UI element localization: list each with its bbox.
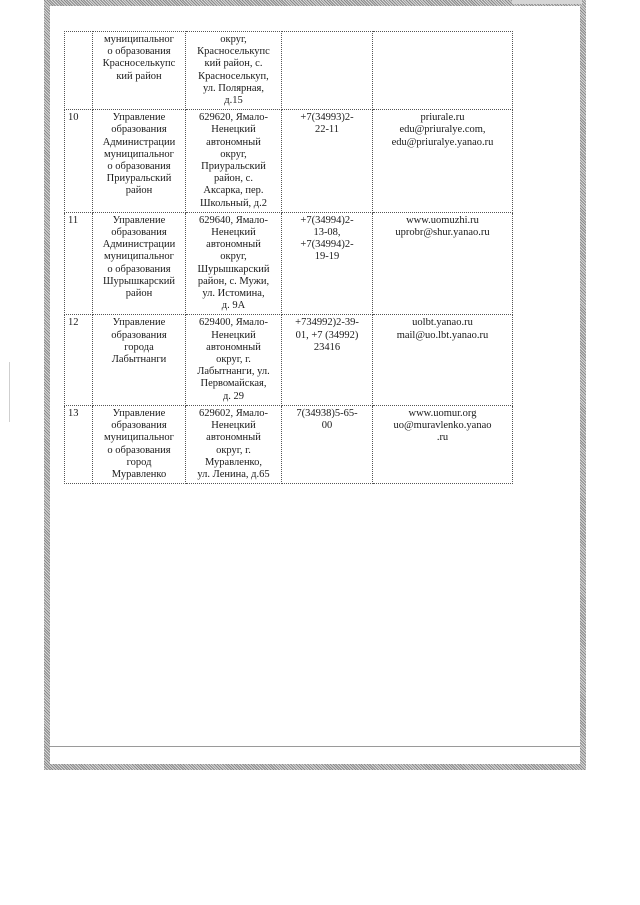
website-email-cell: uolbt.yanao.ru mail@uo.lbt.yanao.ru [373,315,513,405]
row-number [65,32,93,110]
row-number: 11 [65,212,93,315]
row-number: 12 [65,315,93,405]
table-body [65,32,513,484]
phone-cell [282,32,373,110]
address-cell: 629640, Ямало- Ненецкий автономный округ, Шурышкарский район, с. Мужи, ул. Истомина, д. 9А [186,212,282,315]
table-row [65,110,513,213]
table-row [65,212,513,315]
website-email-cell: www.uomur.org uo@muravlenko.yanao .ru [373,405,513,483]
page-bottom-rule [50,746,580,747]
table-row [65,315,513,405]
table-row [65,405,513,483]
organization-cell: муниципальног о образования Красноселькупс кий район [93,32,186,110]
row-number: 13 [65,405,93,483]
website-email-cell [373,32,513,110]
address-cell: 629620, Ямало- Ненецкий автономный округ, Приуральский район, с. Аксарка, пер. Школьный, д.2 [186,110,282,213]
address-cell: 629400, Ямало- Ненецкий автономный округ, г. Лабытнанги, ул. Первомайская, д. 29 [186,315,282,405]
organization-cell: Управление образования Администрации муниципальног о образования Приуральский район [93,110,186,213]
phone-cell: +734992)2-39- 01, +7 (34992) 23416 [282,315,373,405]
address-cell: округ, Красноселькупс кий район, с. Красноселькуп, ул. Полярная, д.15 [186,32,282,110]
phone-cell: +7(34993)2- 22-11 [282,110,373,213]
organization-cell: Управление образования города Лабытнанги [93,315,186,405]
scan-artifact-left [9,362,10,422]
row-number: 10 [65,110,93,213]
phone-cell: 7(34938)5-65- 00 [282,405,373,483]
website-email-cell: priurale.ru edu@priuralye.com, edu@priuralye.yanao.ru [373,110,513,213]
address-cell: 629602, Ямало- Ненецкий автономный округ, г. Муравленко, ул. Ленина, д.65 [186,405,282,483]
table-row [65,32,513,110]
education-departments-table [64,31,513,484]
organization-cell: Управление образования Администрации муниципальног о образования Шурышкарский район [93,212,186,315]
organization-cell: Управление образования муниципальног о образования город Муравленко [93,405,186,483]
phone-cell: +7(34994)2- 13-08, +7(34994)2- 19-19 [282,212,373,315]
scan-artifact [512,0,582,4]
website-email-cell: www.uomuzhi.ru uprobr@shur.yanao.ru [373,212,513,315]
